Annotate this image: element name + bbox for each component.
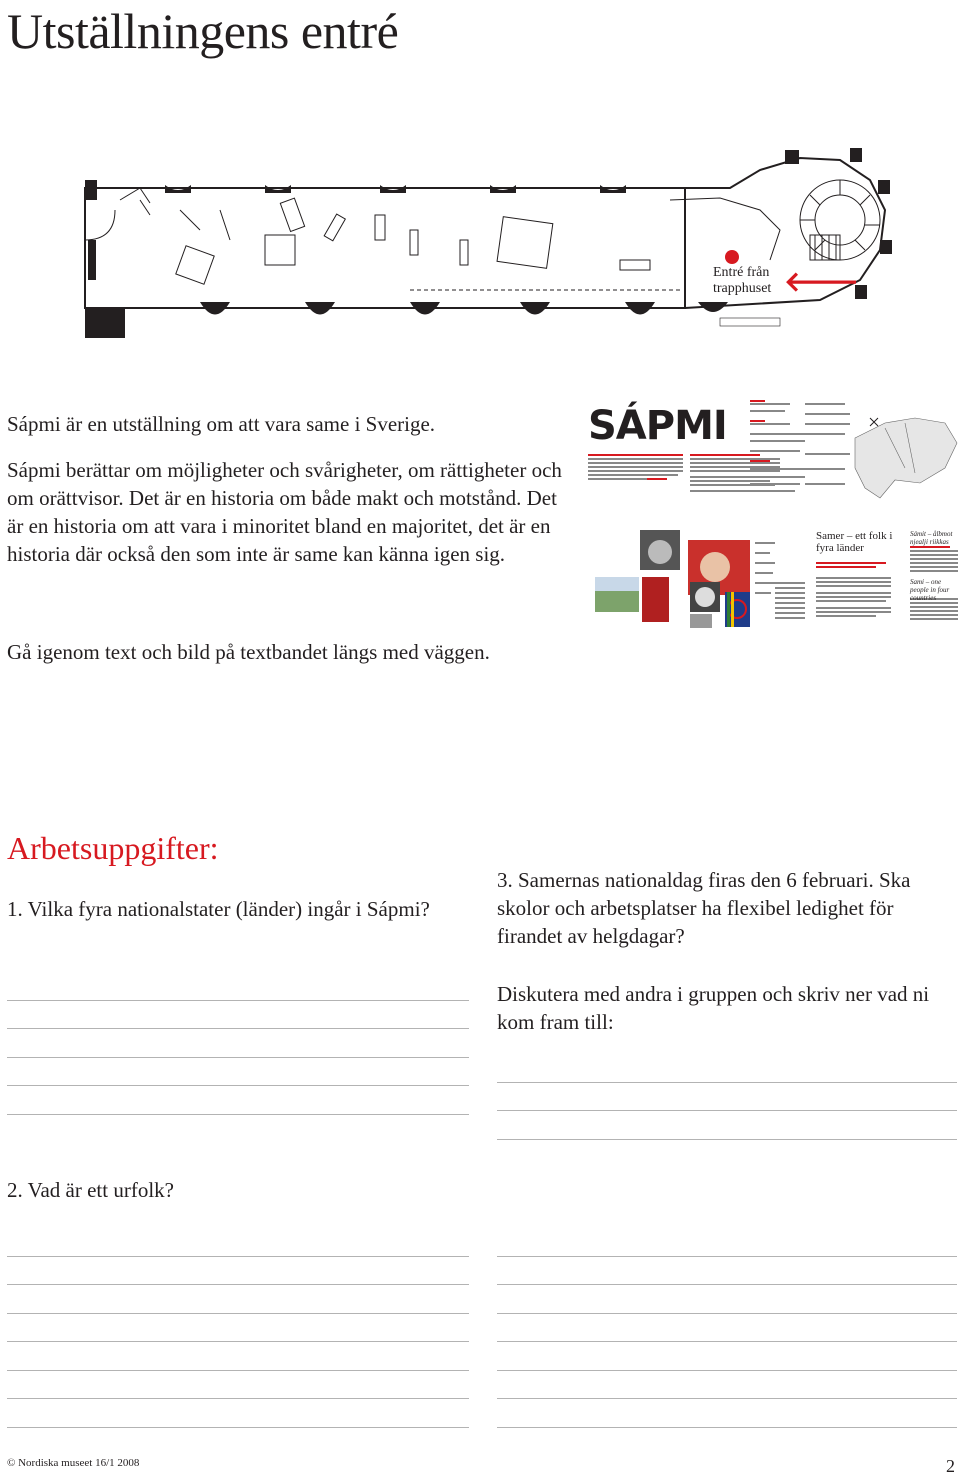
panel-heading-sami: Sámit – ålbmot njealji riikkas (910, 530, 953, 546)
arrow-left-icon: 🡐 (784, 265, 860, 298)
answer-line[interactable] (7, 1256, 469, 1257)
intro-text (7, 410, 567, 586)
exhibition-panel-thumbnail-1 (585, 398, 960, 520)
entry-label: Entré från trapphuset (713, 265, 788, 297)
answer-line[interactable] (7, 1341, 469, 1342)
answer-line[interactable] (7, 1085, 469, 1086)
answer-line[interactable] (497, 1110, 957, 1111)
panel-1-graphics (585, 398, 960, 520)
page-number: 2 (946, 1456, 955, 1475)
answer-line[interactable] (497, 1341, 957, 1342)
tasks-heading: Arbetsuppgifter: (7, 830, 219, 866)
answer-line[interactable] (497, 1398, 957, 1399)
answer-line[interactable] (7, 1427, 469, 1428)
answer-line[interactable] (7, 1370, 469, 1371)
exhibition-panel-thumbnail-2 (590, 522, 960, 632)
page-title: Utställningens entré (7, 3, 399, 59)
panel-2-photos (590, 522, 960, 632)
answer-line[interactable] (7, 1057, 469, 1058)
answer-line[interactable] (7, 1114, 469, 1115)
answer-line[interactable] (7, 1028, 469, 1029)
panel-heading-english: Sami – one people in four countries (910, 578, 950, 602)
panel-heading-swedish: Samer – ett folk i fyra länder (816, 530, 893, 554)
question-1: 1. Vilka fyra nationalstater (länder) ingår i Sápmi? (7, 897, 430, 921)
answer-line[interactable] (7, 1313, 469, 1314)
answer-line[interactable] (7, 1398, 469, 1399)
footer-copyright: © Nordiska museet 16/1 2008 (7, 1457, 140, 1469)
intro-paragraph-2: Sápmi berättar om möjligheter och svårigheter, om rättigheter och om orättvisor. Det är en historia om både makt och motstånd. Det är en historia om att vara i minoritet bland en majoritet, det är en historia där också den som inte är same kan känna igen sig. (7, 458, 562, 566)
answer-line[interactable] (497, 1139, 957, 1140)
answer-line[interactable] (497, 1313, 957, 1314)
answer-line[interactable] (497, 1256, 957, 1257)
intro-paragraph-1: Sápmi är en utställning om att vara same i Sverige. (7, 412, 436, 436)
answer-line[interactable] (7, 1284, 469, 1285)
question-3: 3. Samernas nationaldag firas den 6 februari. Ska skolor och arbetsplatser ha flexibel ledighet för firandet av helgdagar? (497, 868, 911, 948)
answer-line[interactable] (497, 1370, 957, 1371)
answer-line[interactable] (497, 1082, 957, 1083)
sapmi-wordmark: SÁPMI (588, 403, 727, 449)
instruction-text: Gå igenom text och bild på textbandet längs med väggen. (7, 640, 490, 664)
answer-line[interactable] (7, 1000, 469, 1001)
floor-plan-image (80, 140, 910, 340)
answer-line[interactable] (497, 1427, 957, 1428)
question-3-discuss: Diskutera med andra i gruppen och skriv ner vad ni kom fram till: (497, 982, 930, 1034)
answer-line[interactable] (497, 1284, 957, 1285)
question-2: 2. Vad är ett urfolk? (7, 1178, 174, 1202)
